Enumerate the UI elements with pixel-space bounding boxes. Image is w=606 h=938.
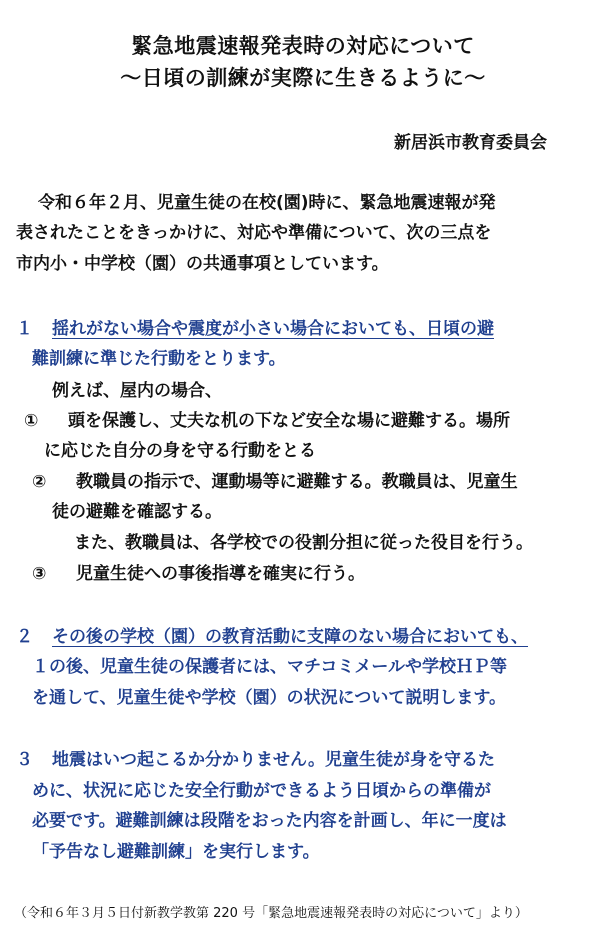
section1-item-3 [32,559,365,584]
intro-line-1: 令和６年２月、児童生徒の在校(園)時に、緊急地震速報が発 [38,193,496,213]
section2-number: ２ [16,627,33,647]
section1-example-intro: 例えば、屋内の場合、 [52,381,222,401]
intro-line-2: 表されたことをきっかけに、対応や準備について、次の三点を [16,223,492,243]
section3-line-1: 地震はいつ起こるか分かりません。児童生徒が身を守るた [52,750,496,770]
item2-line-1: 教職員の指示で、運動場等に避難する。教職員は、児童生 [76,472,518,492]
section1-heading [16,314,494,339]
source-citation: （令和６年３月５日付新教学教第 220 号「緊急地震速報発表時の対応について」より） [14,906,528,921]
item3-marker: ③ [32,564,47,584]
section2-heading [16,622,528,647]
section1-number: １ [16,319,33,339]
item2-marker: ② [32,472,47,492]
section3-number: ３ [16,750,33,770]
section1-line-2: 難訓練に準じた行動をとります。 [32,349,286,369]
section2-line-1: その後の学校（園）の教育活動に支障のない場合においても、 [52,627,528,647]
section3-line-4: 「予告なし避難訓練」を実行します。 [32,842,320,862]
intro-line-3: 市内小・中学校（園）の共通事項としています。 [16,254,389,274]
section3-line-2: めに、状況に応じた安全行動ができるよう日頃からの準備が [32,781,491,801]
item2-line-2: 徒の避難を確認する。 [52,502,222,522]
section2-line-3: を通して、児童生徒や学校（園）の状況について説明します。 [32,688,506,708]
item2-line-3: また、教職員は、各学校での役割分担に従った役目を行う。 [74,533,533,553]
section1-item-2 [32,467,518,492]
section3-line-3: 必要です。避難訓練は段階をおった内容を計画し、年に一度は [32,811,507,831]
title-line-1: 緊急地震速報発表時の対応について [131,34,475,58]
section1-item-1 [24,406,510,431]
item1-line-1: 頭を保護し、丈夫な机の下など安全な場に避難する。場所 [68,411,510,431]
issuer: 新居浜市教育委員会 [394,133,547,153]
item1-line-2: に応じた自分の身を守る行動をとる [44,441,316,461]
section3-heading [16,745,495,770]
title-line-2: ～日頃の訓練が実際に生きるように～ [120,66,486,90]
item1-marker: ① [24,411,39,431]
section2-line-2: １の後、児童生徒の保護者には、マチコミメールや学校ＨＰ等 [32,657,507,677]
section1-line-1: 揺れがない場合や震度が小さい場合においても、日頃の避 [52,319,494,339]
item3-line-1: 児童生徒への事後指導を確実に行う。 [76,564,365,584]
